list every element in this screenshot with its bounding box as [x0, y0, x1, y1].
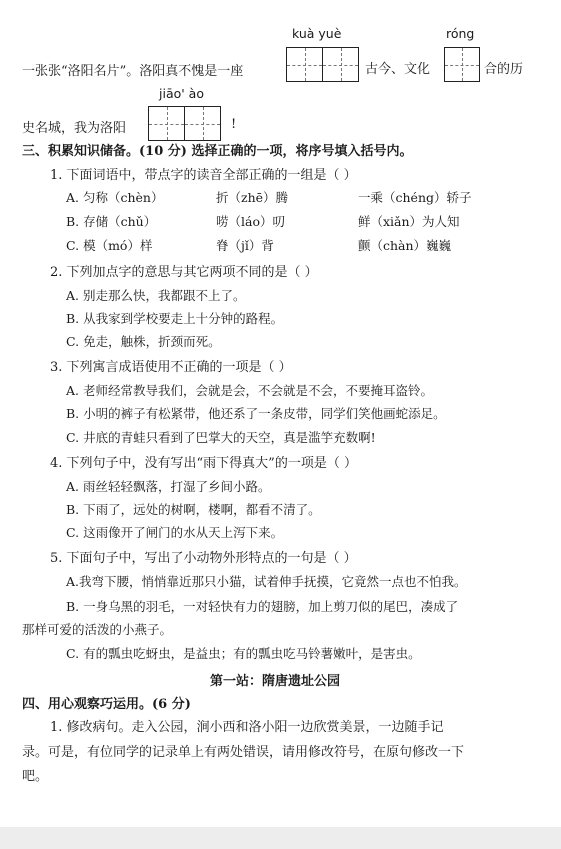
q4-option-b: B. 下雨了，远处的树啊，楼啊，都看不清了。	[66, 502, 321, 517]
section4-paragraph-line2: 录。可是，有位同学的记录单上有两处错误，请用修改符号，在原句修改一下	[22, 745, 465, 760]
q1-option-a1: A. 匀称（chèn）	[66, 190, 164, 205]
q1-option-c1: C. 模（mó）样	[66, 238, 153, 253]
q1-option-b3: 鲜（xiǎn）为人知	[358, 214, 460, 229]
q5-stem: 5. 下面句子中，写出了小动物外形特点的一句是（ ）	[50, 551, 357, 566]
q4-option-c: C. 这雨像开了闸门的水从天上泻下来。	[66, 525, 284, 540]
q5-option-b-line1: B. 一身乌黑的羽毛，一对轻快有力的翅膀，加上剪刀似的尾巴，凑成了	[66, 599, 459, 614]
answer-box-kuayue[interactable]	[286, 47, 359, 82]
q3-option-a: A. 老师经常教导我们，会就是会，不会就是不会，不要掩耳盗铃。	[66, 383, 433, 398]
q5-option-b-line2: 那样可爱的活泼的小燕子。	[22, 622, 173, 637]
section4-paragraph-line3: 吧。	[22, 769, 49, 784]
fill-line-1-mid: 古今、文化	[365, 62, 431, 77]
q1-option-a3: 一乘（chéng）轿子	[358, 190, 472, 205]
q3-option-c: C. 井底的青蛙只看到了巴掌大的天空，真是滥竽充数啊!	[66, 430, 376, 445]
station-title: 第一站：隋唐遗址公园	[210, 674, 341, 689]
exclaim-mark: !	[231, 117, 237, 132]
answer-box-rong[interactable]	[444, 47, 480, 82]
q1-option-a2: 折（zhē）腾	[216, 190, 289, 205]
q2-option-a: A. 别走那么快，我都跟不上了。	[66, 288, 246, 303]
q1-stem: 1. 下面词语中，带点字的读音全部正确的一组是（ ）	[50, 168, 357, 183]
q5-option-a: A.我弯下腰，悄悄靠近那只小猫，试着伸手抚摸，它竟然一点也不怕我。	[66, 574, 467, 589]
q3-option-b: B. 小明的裤子有松紧带，他还系了一条皮带，同学们笑他画蛇添足。	[66, 406, 446, 421]
section3-title: 三、积累知识储备。(10 分) 选择正确的一项，将序号填入括号内。	[22, 144, 413, 159]
q2-option-b: B. 从我家到学校要走上十分钟的路程。	[66, 311, 284, 326]
q4-stem: 4. 下列句子中，没有写出“雨下得真大”的一项是（ ）	[50, 456, 357, 471]
q2-stem: 2. 下列加点字的意思与其它两项不同的是（ ）	[50, 265, 318, 280]
q2-option-c: C. 免走，触株，折颈而死。	[66, 334, 221, 349]
footer-bar	[0, 827, 561, 849]
q5-option-c: C. 有的瓢虫吃蚜虫，是益虫；有的瓢虫吃马铃薯嫩叶，是害虫。	[66, 646, 421, 661]
fill-line-1-end: 合的历	[484, 62, 524, 77]
section4-paragraph-line1: 1. 修改病句。走入公园，涧小西和洛小阳一边欣赏美景，一边随手记	[50, 720, 444, 735]
pinyin-kuayue: kuà yuè	[292, 26, 342, 41]
q1-option-c2: 脊（jǐ）背	[216, 238, 274, 253]
answer-box-jiaoao[interactable]	[148, 106, 221, 141]
fill-line-2: 史名城，我为洛阳	[22, 121, 127, 136]
q1-option-c3: 颤（chàn）巍巍	[358, 238, 452, 253]
q1-option-b2: 唠（láo）叨	[216, 214, 285, 229]
q3-stem: 3. 下列寓言成语使用不正确的一项是（ ）	[50, 360, 292, 375]
q4-option-a: A. 雨丝轻轻飘落，打湿了乡间小路。	[66, 479, 271, 494]
q1-option-b1: B. 存储（chǔ）	[66, 214, 157, 229]
pinyin-rong: róng	[446, 26, 475, 41]
pinyin-jiaoao: jiāo' ào	[159, 86, 204, 101]
fill-line-1: 一张张“洛阳名片”。洛阳真不愧是一座	[22, 64, 244, 79]
section4-title: 四、用心观察巧运用。(6 分)	[22, 697, 191, 712]
